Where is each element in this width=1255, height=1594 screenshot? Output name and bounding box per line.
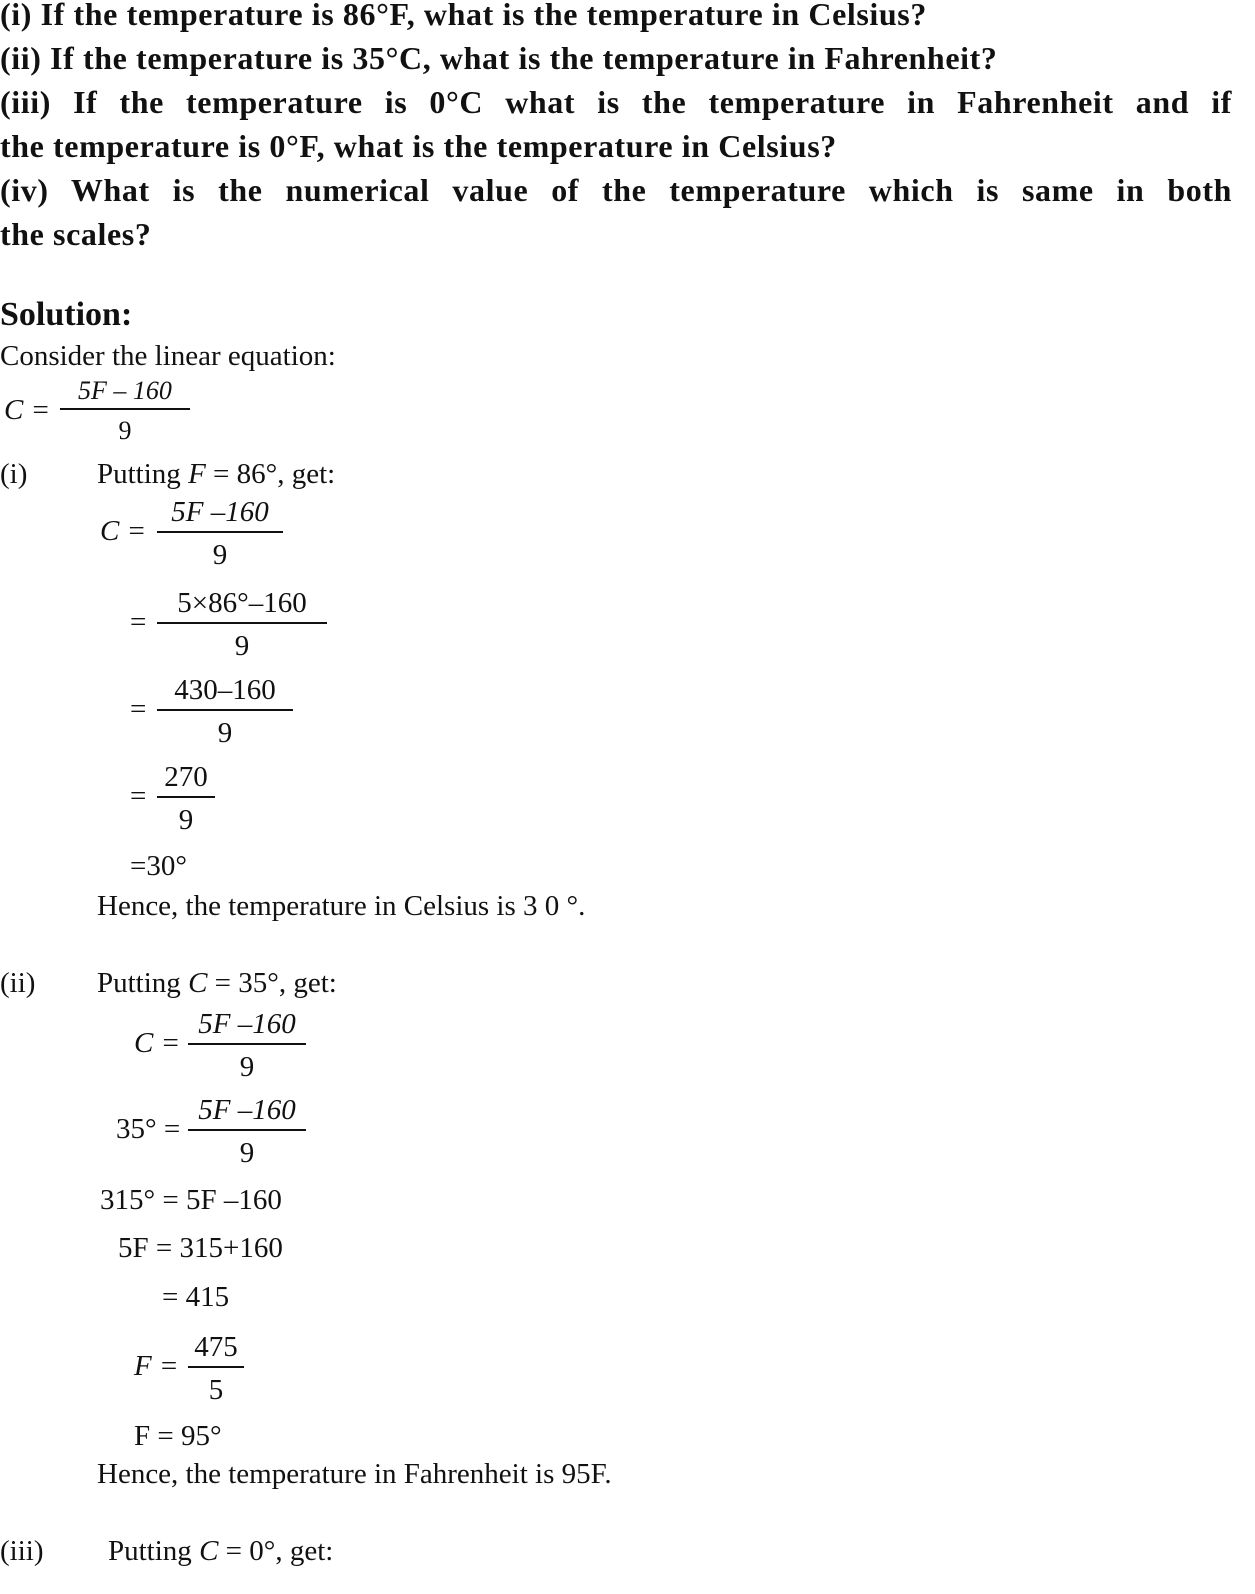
- denominator: 9: [217, 717, 233, 749]
- part-i-step2-lhs: =: [130, 606, 147, 638]
- solution-intro: Consider the linear equation:: [0, 340, 336, 372]
- numerator: 5×86°–160: [177, 587, 307, 619]
- part-iii-putting: Putting C = 0°, get:: [108, 1535, 334, 1567]
- main-formula-fraction: [60, 376, 190, 446]
- part-iii-label: (iii): [0, 1535, 44, 1567]
- part-ii-step6-fraction: [188, 1331, 244, 1407]
- part-ii-step6-lhs: F =: [134, 1350, 179, 1382]
- part-i-step4-fraction: [157, 761, 215, 837]
- part-i-step4-lhs: =: [130, 780, 147, 812]
- part-ii-step1-fraction: [188, 1008, 306, 1084]
- solution-heading: Solution:: [0, 296, 133, 333]
- part-i-step3-lhs: =: [130, 693, 147, 725]
- denominator: 9: [239, 1051, 255, 1083]
- main-formula-numerator: 5F – 160: [78, 376, 172, 405]
- numerator: 270: [164, 761, 208, 793]
- part-i-putting: Putting F = 86°, get:: [97, 458, 336, 490]
- part-ii-step7: F = 95°: [134, 1420, 222, 1452]
- part-ii-step3: 315° = 5F –160: [100, 1184, 282, 1216]
- question-iii-line1: (iii) If the temperature is 0°C what is the temperature in Fahrenheit and if: [0, 84, 1232, 120]
- part-ii-step5: = 415: [162, 1281, 230, 1313]
- denominator: 9: [239, 1137, 255, 1169]
- denominator: 9: [178, 804, 194, 836]
- denominator: 9: [234, 630, 250, 662]
- part-i-step2-fraction: [157, 587, 327, 663]
- main-formula-denominator: 9: [118, 416, 132, 445]
- part-i-step1-fraction: [157, 496, 283, 572]
- part-ii-step2-lhs: 35° =: [116, 1113, 181, 1145]
- part-i-step1-lhs: C =: [100, 515, 147, 547]
- numerator: 475: [194, 1331, 238, 1363]
- main-formula-lhs: C =: [4, 394, 51, 426]
- part-i-label: (i): [0, 458, 28, 490]
- question-ii: (ii) If the temperature is 35°C, what is the temperature in Fahrenheit?: [0, 40, 998, 76]
- part-ii-putting: Putting C = 35°, get:: [97, 967, 337, 999]
- part-ii-step2-fraction: [188, 1094, 306, 1170]
- denominator: 9: [212, 539, 228, 571]
- part-i-step3-fraction: [157, 674, 293, 750]
- numerator: 430–160: [174, 674, 276, 706]
- part-i-step5: =30°: [130, 850, 187, 882]
- part-ii-step1-lhs: C =: [134, 1027, 181, 1059]
- part-ii-step4: 5F = 315+160: [118, 1232, 283, 1264]
- question-iii-line2: the temperature is 0°F, what is the temperature in Celsius?: [0, 128, 837, 164]
- numerator: 5F –160: [198, 1094, 296, 1126]
- question-iv-line2: the scales?: [0, 216, 152, 252]
- question-i: (i) If the temperature is 86°F, what is the temperature in Celsius?: [0, 0, 927, 32]
- part-i-conclusion: Hence, the temperature in Celsius is 3 0 °.: [97, 890, 586, 922]
- question-iv-line1: (iv) What is the numerical value of the temperature which is same in both: [0, 172, 1232, 208]
- part-ii-label: (ii): [0, 967, 36, 999]
- numerator: 5F –160: [171, 496, 269, 528]
- part-ii-conclusion: Hence, the temperature in Fahrenheit is 95F.: [97, 1458, 612, 1490]
- numerator: 5F –160: [198, 1008, 296, 1040]
- denominator: 5: [208, 1374, 224, 1406]
